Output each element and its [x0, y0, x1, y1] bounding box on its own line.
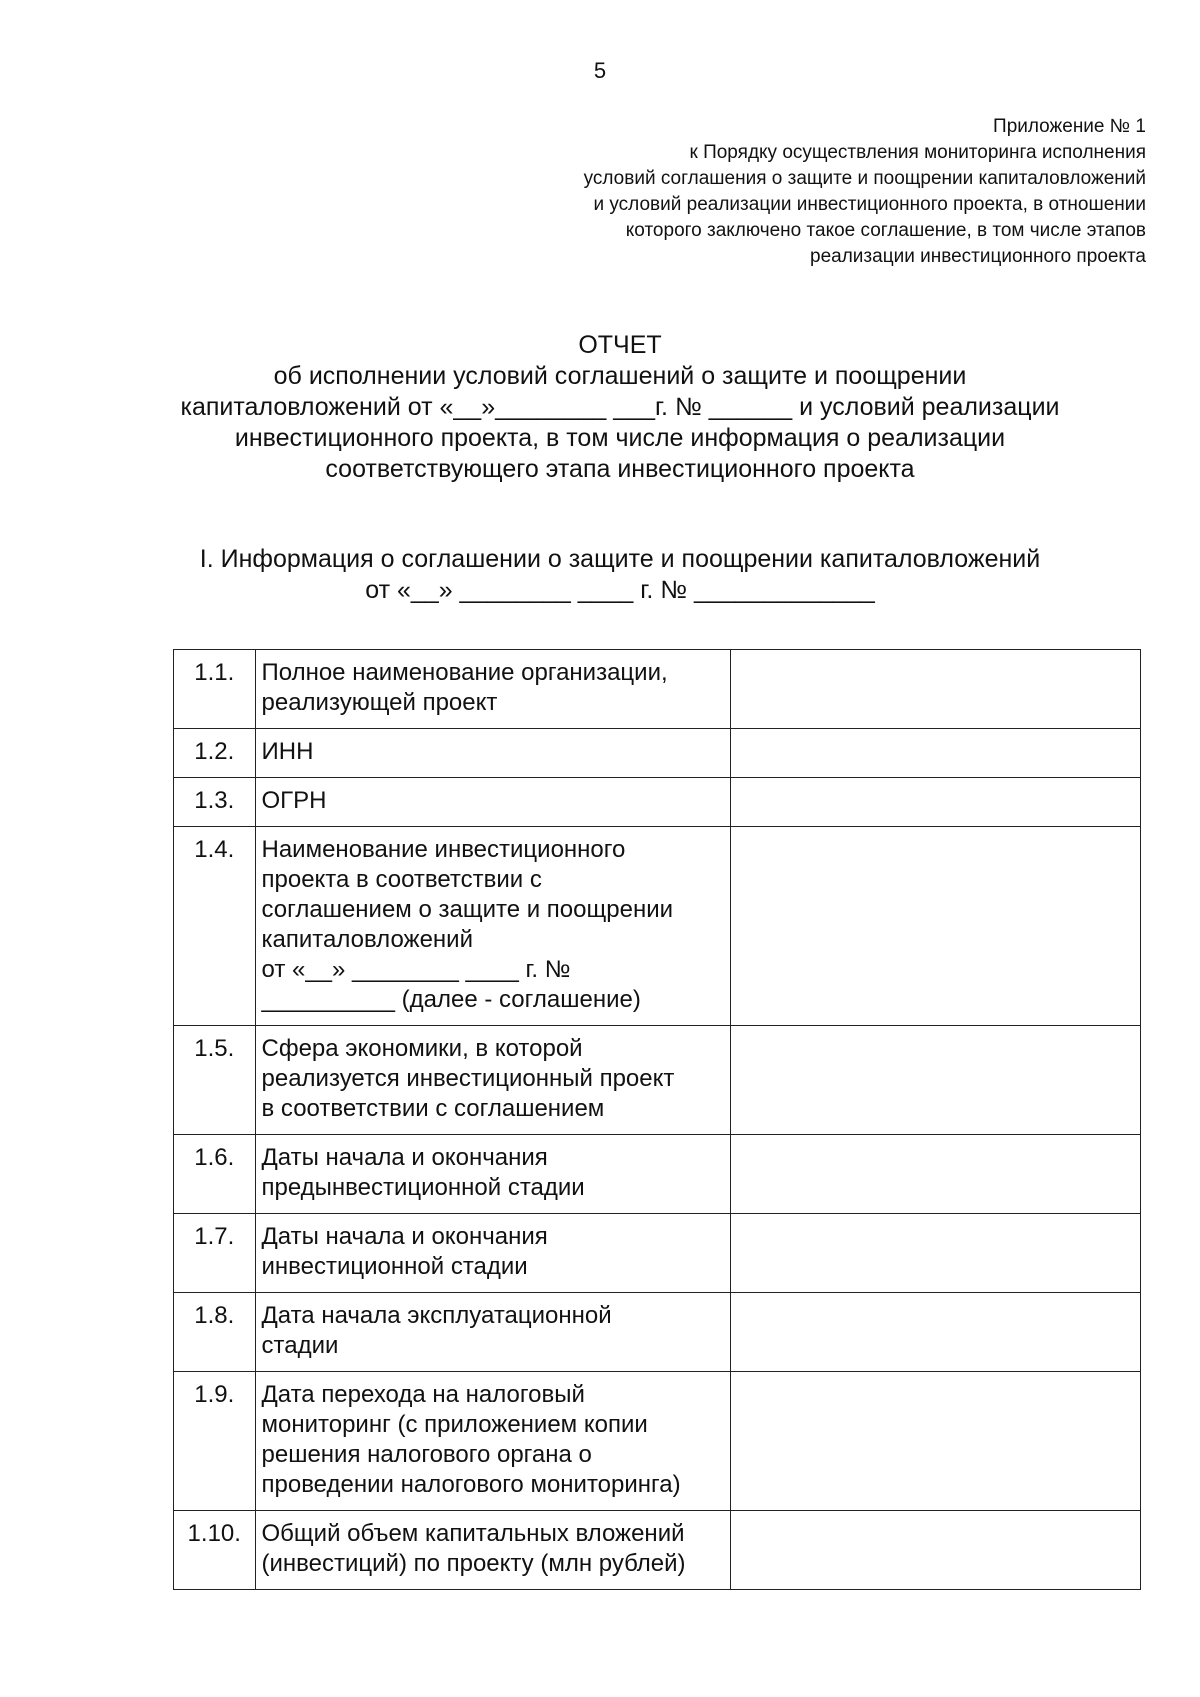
row-number: 1.4. — [174, 827, 256, 1026]
row-number: 1.8. — [174, 1293, 256, 1372]
row-label — [255, 729, 731, 778]
row-label-line: Наименование инвестиционного — [261, 836, 626, 863]
table-row — [174, 1214, 1141, 1293]
row-label-line: Даты начала и окончания — [261, 1223, 548, 1250]
row-label-line: предынвестиционной стадии — [261, 1174, 585, 1201]
row-label — [255, 1214, 731, 1293]
row-value-cell[interactable] — [731, 778, 1141, 827]
row-value-cell[interactable] — [731, 1026, 1141, 1135]
row-number: 1.5. — [174, 1026, 256, 1135]
row-label-line: проведении налогового мониторинга) — [261, 1471, 681, 1498]
section-1-title — [90, 544, 1150, 606]
row-label-line: капиталовложений — [261, 926, 473, 953]
appendix-header — [386, 114, 1146, 270]
row-label — [255, 1026, 731, 1135]
row-label-line: стадии — [261, 1332, 339, 1359]
row-label-line: реализующей проект — [261, 689, 498, 716]
report-title-line: ОТЧЕТ — [578, 331, 662, 359]
row-label-line: (инвестиций) по проекту (млн рублей) — [261, 1550, 686, 1577]
row-label — [255, 650, 731, 729]
row-number: 1.3. — [174, 778, 256, 827]
report-title-line: соответствующего этапа инвестиционного проекта — [325, 455, 915, 483]
row-number: 1.9. — [174, 1372, 256, 1511]
table-row — [174, 778, 1141, 827]
row-label-line: Дата начала эксплуатационной — [261, 1302, 612, 1329]
row-label-line: Дата перехода на налоговый — [261, 1381, 585, 1408]
row-value-cell[interactable] — [731, 1135, 1141, 1214]
table-row — [174, 1511, 1141, 1590]
row-label-line: решения налогового органа о — [261, 1441, 592, 1468]
row-label-line: соглашением о защите и поощрении — [261, 896, 674, 923]
row-label-line: Полное наименование организации, — [261, 659, 668, 686]
row-label — [255, 778, 731, 827]
row-label-line: ОГРН — [261, 787, 327, 814]
row-label-line: ИНН — [261, 738, 314, 765]
appendix-line: которого заключено такое соглашение, в том числе этапов — [625, 220, 1146, 241]
row-label-line: в соответствии с соглашением — [261, 1095, 605, 1122]
table-row — [174, 650, 1141, 729]
row-value-cell[interactable] — [731, 827, 1141, 1026]
row-label-line: Общий объем капитальных вложений — [261, 1520, 685, 1547]
report-title-line: инвестиционного проекта, в том числе информация о реализации — [234, 424, 1006, 452]
row-label-line: проекта в соответствии с — [261, 866, 542, 893]
row-label — [255, 1372, 731, 1511]
row-value-cell[interactable] — [731, 650, 1141, 729]
table-row — [174, 1293, 1141, 1372]
report-title-line: об исполнении условий соглашений о защите и поощрении — [273, 362, 967, 390]
row-label-line: Сфера экономики, в которой — [261, 1035, 583, 1062]
row-label — [255, 1511, 731, 1590]
page-number: 5 — [593, 58, 607, 83]
appendix-line: и условий реализации инвестиционного проекта, в отношении — [593, 194, 1146, 215]
table-row — [174, 729, 1141, 778]
row-number: 1.6. — [174, 1135, 256, 1214]
row-value-cell[interactable] — [731, 729, 1141, 778]
appendix-line: к Порядку осуществления мониторинга исполнения — [689, 142, 1146, 163]
row-label-line: __________ (далее - соглашение) — [261, 986, 641, 1013]
row-value-cell[interactable] — [731, 1293, 1141, 1372]
agreement-info-table — [173, 649, 1141, 1590]
appendix-line: условий соглашения о защите и поощрении капиталовложений — [583, 168, 1146, 189]
appendix-line: Приложение № 1 — [993, 116, 1146, 137]
row-value-cell[interactable] — [731, 1372, 1141, 1511]
row-label — [255, 1135, 731, 1214]
row-label-line: от «__» ________ ____ г. № — [261, 956, 571, 983]
row-label-line: реализуется инвестиционный проект — [261, 1065, 675, 1092]
row-value-cell[interactable] — [731, 1511, 1141, 1590]
row-label-line: Даты начала и окончания — [261, 1144, 548, 1171]
row-label — [255, 1293, 731, 1372]
row-label-line: инвестиционной стадии — [261, 1253, 528, 1280]
row-number: 1.2. — [174, 729, 256, 778]
section-1-title-line: I. Информация о соглашении о защите и поощрении капиталовложений — [199, 545, 1041, 573]
appendix-line: реализации инвестиционного проекта — [810, 246, 1146, 267]
section-1-title-line: от «__» ________ ____ г. № _____________ — [365, 576, 875, 604]
table-row — [174, 1135, 1141, 1214]
agreement-info-table-body — [174, 650, 1141, 1590]
report-title-line: капиталовложений от «__»________ ___г. № ______ и условий реализации — [180, 393, 1060, 421]
table-row — [174, 1372, 1141, 1511]
table-row — [174, 827, 1141, 1026]
row-label-line: мониторинг (с приложением копии — [261, 1411, 648, 1438]
table-row — [174, 1026, 1141, 1135]
report-title — [90, 330, 1150, 485]
row-label — [255, 827, 731, 1026]
row-number: 1.7. — [174, 1214, 256, 1293]
row-number: 1.10. — [174, 1511, 256, 1590]
row-number: 1.1. — [174, 650, 256, 729]
row-value-cell[interactable] — [731, 1214, 1141, 1293]
